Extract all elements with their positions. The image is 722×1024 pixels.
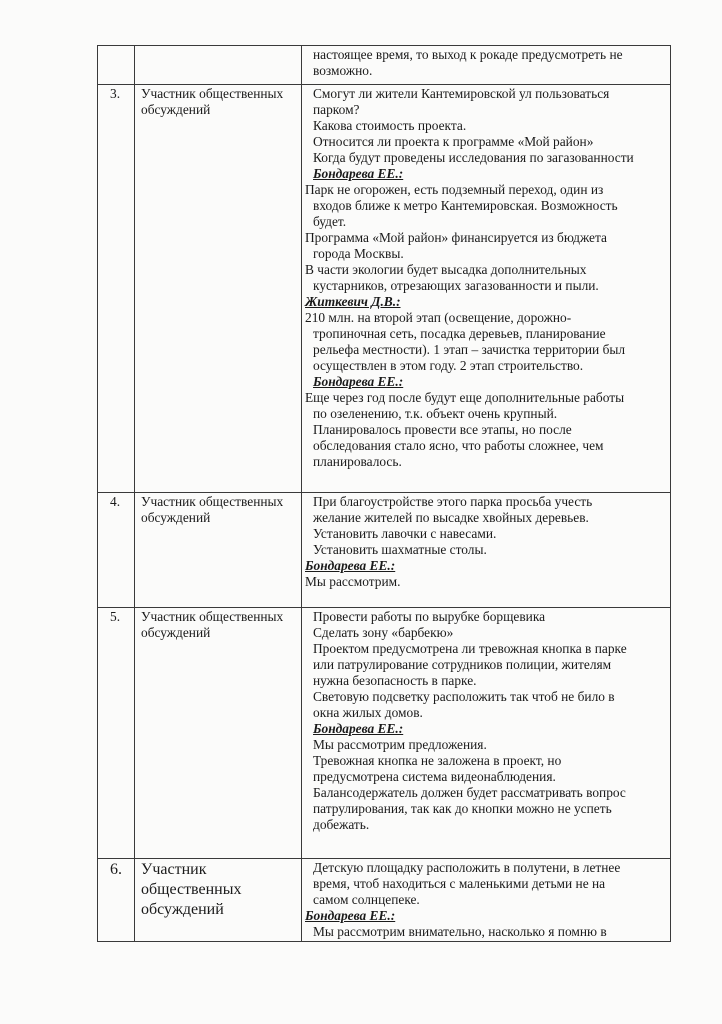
speaker-name: Бондарева ЕЕ.:: [305, 558, 396, 573]
speaker-name: Бондарева ЕЕ.:: [313, 721, 404, 736]
table-row: [98, 859, 671, 942]
question-line: желание жителей по высадке хвойных деревьев.: [313, 510, 589, 525]
question-line: Световую подсветку расположить так чтоб не било в: [313, 689, 615, 704]
participant-label: Участник общественных обсуждений: [135, 608, 302, 859]
question-line: окна жилых домов.: [313, 705, 423, 720]
answer-line: добежать.: [313, 817, 370, 832]
text-cell: [302, 608, 671, 859]
question-line: Детскую площадку расположить в полутени, в летнее: [313, 860, 621, 875]
answer-line: Программа «Мой район» финансируется из бюджета: [305, 230, 607, 245]
text-cell: [302, 859, 671, 942]
table-row: [98, 608, 671, 859]
question-line: Смогут ли жители Кантемировской ул пользоваться: [313, 86, 610, 101]
question-line: Относится ли проекта к программе «Мой район»: [313, 134, 594, 149]
answer-line: патрулирования, так как до кнопки можно не успеть: [313, 801, 612, 816]
answer-line: Балансодержатель должен будет рассматривать вопрос: [313, 785, 626, 800]
participant-label: Участник общественных обсуждений: [135, 493, 302, 608]
answer-line: В части экологии будет высадка дополнительных: [305, 262, 587, 277]
answer-line: осуществлен в этом году. 2 этап строительство.: [313, 358, 584, 373]
answer-line: рельефа местности). 1 этап – зачистка территории был: [313, 342, 626, 357]
participant-label: Участник общественных обсуждений: [135, 859, 302, 942]
answer-line: города Москвы.: [313, 246, 404, 261]
speaker-name: Бондарева ЕЕ.:: [305, 908, 396, 923]
question-line: Провести работы по вырубке борщевика: [313, 609, 546, 624]
question-line: Установить лавочки с навесами.: [313, 526, 497, 541]
question-line: время, чтоб находиться с маленькими детьми не на: [313, 876, 606, 891]
answer-line: по озеленению, т.к. объект очень крупный.: [313, 406, 558, 421]
question-line: Установить шахматные столы.: [313, 542, 487, 557]
row-number: 4.: [98, 493, 135, 608]
speaker-name: Бондарева ЕЕ.:: [313, 374, 404, 389]
question-line: самом солнцепеке.: [313, 892, 420, 907]
answer-line: обследования стало ясно, что работы сложнее, чем: [313, 438, 604, 453]
answer-line: Мы рассмотрим.: [305, 574, 401, 589]
row-number-cell: [98, 46, 135, 85]
question-line: парком?: [313, 102, 360, 117]
question-line: нужна безопасность в парке.: [313, 673, 477, 688]
speaker-cell: [135, 46, 302, 85]
speaker-name: Бондарева ЕЕ.:: [313, 166, 404, 181]
question-line: Когда будут проведены исследования по загазованности: [313, 150, 634, 165]
question-line: Сделать зону «барбекю»: [313, 625, 454, 640]
row-number: 6.: [98, 859, 135, 942]
text-line: настоящее время, то выход к рокаде предусмотреть не: [313, 47, 623, 62]
answer-line: Парк не огорожен, есть подземный переход, один из: [305, 182, 604, 197]
answer-line: Тревожная кнопка не заложена в проект, но: [313, 753, 562, 768]
answer-line: Мы рассмотрим предложения.: [313, 737, 487, 752]
answer-line: входов ближе к метро Кантемировская. Возможность: [313, 198, 618, 213]
minutes-table: [97, 45, 671, 942]
answer-line: кустарников, отрезающих загазованности и пыли.: [313, 278, 599, 293]
question-line: или патрулирование сотрудников полиции, жителям: [313, 657, 612, 672]
table-row: [98, 85, 671, 493]
text-line: возможно.: [313, 63, 373, 78]
text-cell: [302, 493, 671, 608]
text-cell: [302, 46, 671, 85]
question-line: Проектом предусмотрена ли тревожная кнопка в парке: [313, 641, 627, 656]
row-number: 5.: [98, 608, 135, 859]
participant-label: Участник общественных обсуждений: [135, 85, 302, 493]
answer-line: Планировалось провести все этапы, но после: [313, 422, 572, 437]
table-row: [98, 46, 671, 85]
answer-line: будет.: [313, 214, 347, 229]
question-line: При благоустройстве этого парка просьба учесть: [313, 494, 593, 509]
speaker-name: Житкевич Д.В.:: [305, 294, 401, 309]
row-number: 3.: [98, 85, 135, 493]
table-row: [98, 493, 671, 608]
answer-line: 210 млн. на второй этап (освещение, дорожно-: [305, 310, 572, 325]
answer-line: Еще через год после будут еще дополнительные работы: [305, 390, 625, 405]
answer-line: тропиночная сеть, посадка деревьев, планирование: [313, 326, 606, 341]
answer-line: предусмотрена система видеонаблюдения.: [313, 769, 556, 784]
answer-line: планировалось.: [313, 454, 402, 469]
text-cell: [302, 85, 671, 493]
answer-line: Мы рассмотрим внимательно, насколько я помню в: [313, 924, 607, 939]
question-line: Какова стоимость проекта.: [313, 118, 467, 133]
